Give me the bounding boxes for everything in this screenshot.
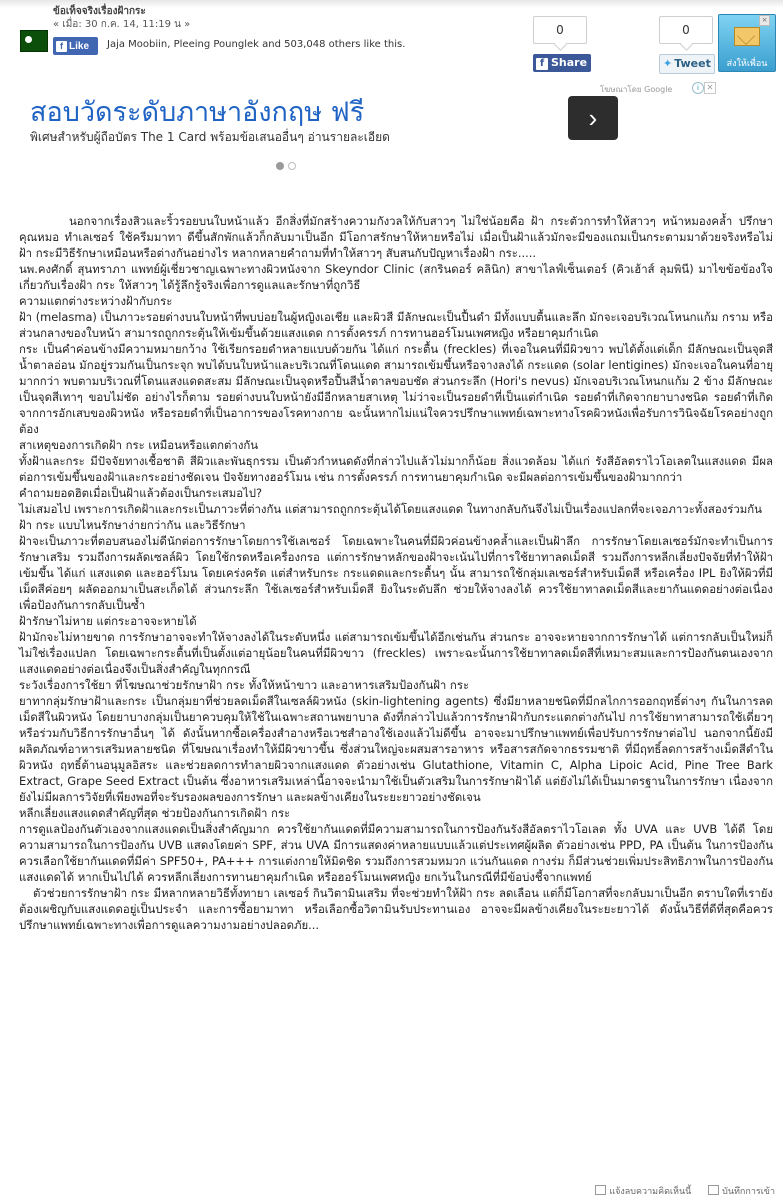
ad-next-button[interactable]: › (568, 96, 618, 140)
advertisement[interactable] (18, 80, 718, 176)
tweet-widget (659, 16, 719, 74)
article-subheading: ฝ้า กระ แบบไหนรักษาง่ายกว่ากัน และวิธีรักษา (19, 518, 246, 532)
facebook-share-widget (533, 16, 593, 72)
save-log-label: บันทึกการเข้า (722, 1187, 775, 1197)
log-icon (708, 1185, 719, 1195)
ad-pagination (276, 155, 300, 174)
twitter-bird-icon: ✦ (663, 57, 673, 70)
article-body (19, 213, 773, 933)
post-footer (581, 1184, 775, 1198)
ad-page-dot-2[interactable] (288, 162, 296, 170)
post-title[interactable]: ข้อเท็จจริงเรื่องฝ้ากระ (53, 6, 146, 17)
facebook-share-count: 0 (533, 16, 587, 44)
article-paragraph: การดูแลป้องกันตัวเองจากแสงแดดเป็นสิ่งสำคัญมาก ควรใช้ยากันแดดที่มีความสามารถในการป้องกันรังสีอัลตราไวโอเลต ทั้ง UVA และ UVB ได้ดี โดยความสามารถในการป้องกัน UVB แสดงโดยค่า SPF, ส่วน UVA มีการแสดงค่าหลายแบบแล้วแต่ประเทศผู้ผลิต ตัวอย่างเช่น PPD, PA เป็นต้น ในการป้องกันควรเลือกใช้ยากันแดดที่มีค่า SPF50+, PA+++ การแต่งกายให้มิดชิด รวมถึงการสวมหมวก แว่นกันแดด กางร่ม ก็มีส่วนช่วยเพิ่มประสิทธิภาพในการป้องกันแสงแดดได้ หากเป็นไปได้ ควรหลีกเลี่ยงการทานยาคุมกำเนิด หรือฮอร์โมนเพศหญิง ยกเว้นในกรณีที่มีข้อบ่งชี้จากแพทย์ (19, 822, 773, 884)
article-subheading: ระวังเรื่องการใช้ยา ที่โฆษณาช่วยรักษาฝ้า กระ ทั้งให้หน้าขาว และอาหารเสริมป้องกันฝ้า กระ (19, 678, 470, 692)
report-icon (595, 1185, 606, 1195)
report-comment-label: แจ้งลบความคิดเห็นนี้ (609, 1187, 692, 1197)
article-paragraph: ฝ้ามักจะไม่หายขาด การรักษาอาจจะทำให้จางลงได้ในระดับหนึ่ง แต่สามารถเข้มขึ้นได้อีกเช่นกัน ส่วนกระ อาจจะหายจากการรักษาได้ แต่การกลับเป็นใหม่ก็ไม่ใช่เรื่องแปลก โดยเฉพาะกระตื้นที่เป็นตั้งแต่อายุน้อยในคนที่มีผิวขาว (freckles) เพราะฉะนั้นการใช้ยาทาลดเม็ดสีที่เหมาะสมและการป้องกันตนเองจากแสงแดดอย่างต่อเนื่องจึงเป็นสิ่งสำคัญในทุกกรณี (19, 630, 773, 676)
ad-subtext[interactable]: พิเศษสำหรับผู้ถือบัตร The 1 Card พร้อมข้อเสนออื่นๆ อ่านรายละเอียด (30, 130, 390, 144)
send-to-friend-button[interactable] (718, 14, 776, 72)
facebook-f-icon: f (536, 58, 548, 70)
facebook-share-label: Share (551, 56, 588, 69)
article-subheading: สาเหตุของการเกิดฝ้า กระ เหมือนหรือแตกต่างกัน (19, 438, 259, 452)
article-subheading: คำถามยอดฮิตเมื่อเป็นฝ้าแล้วต้องเป็นกระเสมอไป? (19, 486, 263, 500)
article-paragraph: นพ.คงศักดิ์ สุนทราภา แพทย์ผู้เชี่ยวชาญเฉพาะทางผิวหนังจาก Skeyndor Clinic (สกรินดอร์ คลินิก) สาขาไลฟ์เซ็นเตอร์ (คิวเฮ้าส์ ลุมพินี) มาไขข้อข้องใจเกี่ยวกับเรื่องฝ้า กระ ให้สาวๆ ได้รู้ลึกรู้จริงเพื่อการดูแลและรักษาที่ถูกวิธี (19, 262, 773, 292)
tweet-label: Tweet (674, 57, 711, 70)
report-comment-link[interactable] (595, 1187, 691, 1197)
article-subheading: หลีกเลี่ยงแสงแดดสำคัญที่สุด ช่วยป้องกันการเกิดฝ้า กระ (19, 806, 291, 820)
send-to-friend-label: ส่งให้เพื่อน (726, 59, 768, 69)
save-log-link[interactable] (708, 1187, 775, 1197)
article-paragraph: กระ เป็นคำค่อนข้างมีความหมายกว้าง ใช้เรียกรอยดำหลายแบบด้วยกัน ได้แก่ กระตื้น (freckles) ที่เจอในคนที่มีผิวขาว พบได้ตั้งแต่เด็ก มีลักษณะเป็นจุดสีน้ำตาลอ่อน มักอยู่รวมกันเป็นกระจุก พบได้บนใบหน้าและบริเวณที่โดนแดด สามารถเข้มขึ้นหรือจางลงได้ กระแดด (solar lentigines) มักจะเจอในคนที่อายุมากกว่า พบตามบริเวณที่โดนแสงแดดสะสม มีลักษณะเป็นจุดหรือปื้นสีน้ำตาลขอบชัด ส่วนกระลึก (Hori's nevus) มักเจอบริเวณโหนกแก้ม 2 ข้าง มีลักษณะเป็นจุดสีเทาๆ ขอบไม่ชัด อย่างไรก็ตาม รอยด่างบนใบหน้ายังมีอีกหลายสาเหตุ ไม่ว่าจะเป็นรอยดำที่เป็นแต่กำเนิด รอยดำที่เกิดจากยาบางชนิด รอยดำที่เกิดจากการอักเสบของผิวหนัง หรือรอยดำที่เป็นอาการของโรคทางกาย ฉะนั้นหากไม่แน่ใจควรปรึกษาแพทย์เฉพาะทางโรคผิวหนังเพื่อรับการวินิจฉัยโรคอย่างถูกต้อง (19, 342, 773, 436)
ad-page-dot-1[interactable] (276, 162, 284, 170)
envelope-icon (734, 27, 760, 46)
article-paragraph: ทั้งฝ้าและกระ มีปัจจัยทางเชื้อชาติ สีผิวและพันธุกรรม เป็นตัวกำหนดดังที่กล่าวไปแล้วไม่มากก็น้อย สิ่งแวดล้อม ได้แก่ รังสีอัลตราไวโอเลตในแสงแดด มีผลต่อการเข้มขึ้นของฝ้าและกระอย่างชัดเจน ปัจจัยทางฮอร์โมน เช่น การตั้งครรภ์ การทานยาคุมกำเนิด จะมีผลต่อการเข้มขึ้นของฝ้ามากกว่า (19, 454, 773, 484)
tweet-button[interactable] (659, 54, 715, 74)
close-icon[interactable]: × (759, 15, 770, 26)
facebook-share-button[interactable] (533, 54, 591, 72)
article-paragraph: ยาทากลุ่มรักษาฝ้าและกระ เป็นกลุ่มยาที่ช่วยลดเม็ดสีในเซลล์ผิวหนัง (skin-lightening agents) ซึ่งมียาหลายชนิดที่มีกลไกการออกฤทธิ์ต่างๆ กันในการลดเม็ดสีในผิวหนัง โดยยาบางกลุ่มเป็นยาควบคุมให้ใช้ในเฉพาะสถานพยาบาล ดังที่กล่าวไปแล้วการรักษาฝ้ากับกระแตกต่างกันไป การใช้ยาทาสามารถใช้เดี่ยวๆ หรือร่วมกับวิธีการรักษาอื่นๆ ได้ ดังนั้นหากซื้อเครื่องสำอางหรือเวชสำอางใช้เองแล้วไม่ดีขึ้น อาจจะมาปรึกษาแพทย์เพื่อปรับการรักษาต่อไป นอกจากนี้ยังมีผลิตภัณฑ์อาหารเสริมหลายชนิด ที่โฆษณาเรื่องทำให้มีผิวขาวขึ้น ซึ่งส่วนใหญ่จะผสมสารอาหาร หรือสารสกัดจากธรรมชาติ ที่มีฤทธิ์ลดการสร้างเม็ดสีดำในผิวหนัง ฤทธิ์ต้านอนุมูลอิสระ และช่วยลดการทำลายผิวจากแสงแดด ตัวอย่างเช่น Glutathione, Vitamin C, Alpha Lipoic Acid, Pine Tree Bark Extract, Grape Seed Extract เป็นต้น ซึ่งอาหารเสริมเหล่านี้อาจจะนำมาใช้เป็นตัวเสริมในการรักษาฝ้าได้ แต่ยังไม่ได้เป็นมาตรฐานในการรักษา เนื่องจากยังไม่มีผลการวิจัยที่เพียงพอที่จะรับรองผลของการรักษา และผลข้างเคียงในระยะยาวอย่างชัดเจน (19, 694, 773, 804)
ad-headline[interactable]: สอบวัดระดับภาษาอังกฤษ ฟรี (30, 97, 365, 128)
ads-by-google[interactable]: โฆษณาโดย Google (600, 85, 673, 94)
ad-info-icon[interactable]: i (692, 82, 704, 94)
like-summary: Jaja Moobiin, Pleeing Pounglek and 503,048 others like this. (107, 39, 406, 50)
article-paragraph: ไม่เสมอไป เพราะการเกิดฝ้าและกระเป็นภาวะที่ต่างกัน แต่สามารถถูกกระตุ้นได้โดยแสงแดด ในทางกลับกันจึงไม่เป็นเรื่องแปลกที่จะเจอภาวะทั้งสองร่วมกัน (19, 502, 762, 516)
like-label: Like (69, 40, 90, 52)
tweet-count: 0 (659, 16, 713, 44)
facebook-f-icon: f (56, 41, 67, 52)
article-paragraph: นอกจากเรื่องสิวและริ้วรอยบนใบหน้าแล้ว อีกสิ่งที่มักสร้างความกังวลให้กับสาวๆ ไม่ใช่น้อยคือ ฝ้า กระตัวการทำให้สาวๆ หน้าหมองคล้ำ ปรึกษาคุณหมอ ทำเลเซอร์ ใช้ครีมมาทา ดีขึ้นสักพักแล้วก็กลับมาเป็นอีก มีโอกาสรักษาให้หายหรือไม่ เมื่อเป็นฝ้าแล้วมักจะมีของแถมเป็นกระตามมาด้วยจริงหรือไม่ ฝ้า กระมีวิธีรักษาเหมือนหรือต่างกันอย่างไร หลากหลายคำถามที่ทำให้สาวๆ สับสนกับปัญหาเรื่องฝ้า กระ..... (19, 214, 773, 260)
article-paragraph: ฝ้า (melasma) เป็นภาวะรอยด่างบนใบหน้าที่พบบ่อยในผู้หญิงเอเชีย และผิวสี มีลักษณะเป็นปื้นดำ มีทั้งแบบตื้นและลึก มักจะเจอบริเวณโหนกแก้ม กราม หรือส่วนกลางของใบหน้า สามารถถูกกระตุ้นให้เข้มขึ้นด้วยแสงแดด การตั้งครรภ์ การทานฮอร์โมนเพศหญิง หรือยาคุมกำเนิด (19, 310, 773, 340)
ad-close-icon[interactable]: ✕ (704, 82, 716, 94)
article-subheading: ฝ้ารักษาไม่หาย แต่กระอาจจะหายได้ (19, 614, 197, 628)
facebook-like-button[interactable] (53, 37, 98, 55)
post-date: « เมื่อ: 30 ก.ค. 14, 11:19 น » (53, 19, 191, 30)
article-subheading: ความแตกต่างระหว่างฝ้ากับกระ (19, 294, 173, 308)
article-paragraph: ตัวช่วยการรักษาฝ้า กระ มีหลากหลายวิธีทั้งทายา เลเซอร์ กินวิตามินเสริม ที่จะช่วยทำให้ฝ้า กระ ลดเลือน แต่ก็มีโอกาสที่จะกลับมาเป็นอีก ตราบใดที่เรายังต้องเผชิญกับแสงแดดอยู่เป็นประจำ และการซื้อยามาทา หรือเลือกซื้อวิตามินรับประทานเอง อาจจะมีผลข้างเคียงในระยะยาวได้ ดังนั้นวิธีที่ดีที่สุดคือควรปรึกษาแพทย์เฉพาะทางเพื่อการดูแลความงามอย่างปลอดภัย... (19, 886, 773, 932)
article-paragraph: ฝ้าจะเป็นภาวะที่ตอบสนองไม่ดีนักต่อการรักษาโดยการใช้เลเซอร์ โดยเฉพาะในคนที่มีผิวค่อนข้างคล้ำและเป็นฝ้าลึก การรักษาโดยเลเซอร์มักจะทำเป็นการรักษาเสริม รวมถึงการผลัดเซลล์ผิว โดยใช้กรดหรือเครื่องกรอ แต่การรักษาหลักของฝ้าจะเน้นไปที่การใช้ยาทาลดเม็ดสี รวมถึงการหลีกเลี่ยงปัจจัยที่ทำให้ฝ้าเข้มขึ้น ได้แก่ แสงแดด และฮอร์โมน โดยเคร่งครัด แต่สำหรับกระ กระแดดและกระตื้นๆ นั้น สามารถใช้กลุ่มเลเซอร์สำหรับเม็ดสี หรือเครื่อง IPL ยิงให้ผิวที่มีเม็ดสีค่อยๆ ผลัดออกมาเป็นสะเก็ดได้ ส่วนกระลึก ใช้เลเซอร์สำหรับเม็ดสี ยิงในระดับลึก ช่วยให้จางลงได้ ควรใช้ยาทาลดเม็ดสีและยากันแดดอย่างต่อเนื่อง เพื่อป้องกันการกลับเป็นซ้ำ (19, 534, 773, 612)
tv-channel-logo-icon (20, 30, 48, 52)
